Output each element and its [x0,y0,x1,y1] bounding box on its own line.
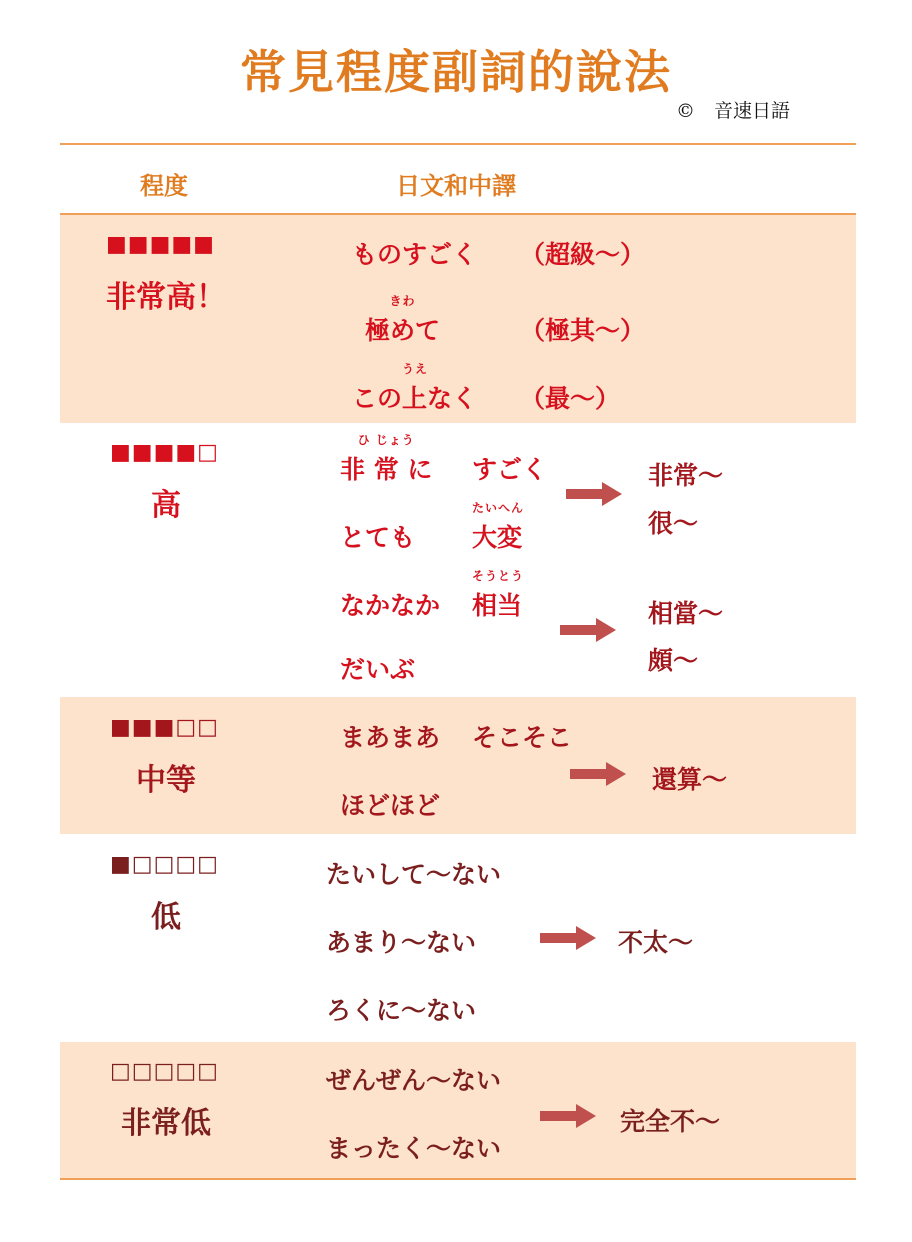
adverb: すごく [472,455,548,484]
degree-level: 非常高！ [106,280,226,315]
translation: 完全不〜 [620,1107,721,1136]
degree-level: 非常低 [121,1106,211,1141]
furigana: うえ [402,362,429,376]
translation: （最〜） [520,384,621,413]
arrow-right-icon [570,762,626,786]
furigana: たいへん [472,501,525,515]
bottom-rule [60,1178,856,1180]
degree-squares: ■■■□□ [110,715,219,740]
translation: 相當〜 [648,599,724,628]
adverb: ぜんぜん〜ない [326,1066,502,1095]
header-japanese-chinese: 日文和中譯 [396,172,516,200]
degree-level: 高 [151,488,181,523]
arrow-right-icon [560,618,616,642]
adverb: ものすごく [352,240,478,269]
adverb: この うえ 上なく [352,362,478,413]
adverb: ほどほど [340,791,441,820]
adverb: とても [340,523,416,552]
degree-level: 低 [151,900,181,935]
degree-level: 中等 [136,763,196,798]
arrow-right-icon [566,482,622,506]
translation: 還算〜 [652,765,728,794]
adverb: そうとう 相当 [472,569,525,620]
adverb: たいへん 大変 [472,501,525,552]
adverb: まあまあ [340,723,441,752]
degree-squares: □□□□□ [110,1059,219,1084]
arrow-right-icon [540,1104,596,1128]
degree-squares: ■■■■■ [106,232,215,257]
furigana: きわ [389,294,416,308]
page-title: 常見程度副詞的說法 [240,45,672,99]
translation: 很〜 [648,509,699,538]
copyright-note: © 音速日語 [676,100,791,122]
adverb: だいぶ [340,655,416,684]
adverb: そこそこ [472,723,573,752]
adverb: きわ 極めて [365,294,441,345]
furigana: ひ じょう [357,433,415,447]
adverb: まったく〜ない [326,1134,502,1163]
adverb: ろくに〜ない [326,996,477,1025]
header-degree: 程度 [140,172,188,200]
adverb: ひ じょう 非 常 に [340,433,433,484]
arrow-right-icon [540,926,596,950]
adverb: たいして〜ない [326,860,502,889]
translation: 頗〜 [648,646,699,675]
adverb: なかなか [340,591,441,620]
translation: 非常〜 [648,461,724,490]
adverb: あまり〜ない [326,928,477,957]
top-rule [60,143,856,145]
furigana: そうとう [472,569,525,583]
translation: 不太〜 [618,928,694,957]
degree-squares: ■■■■□ [110,440,219,465]
translation: （極其〜） [520,316,646,345]
degree-squares: ■□□□□ [110,852,219,877]
translation: （超級〜） [520,240,646,269]
